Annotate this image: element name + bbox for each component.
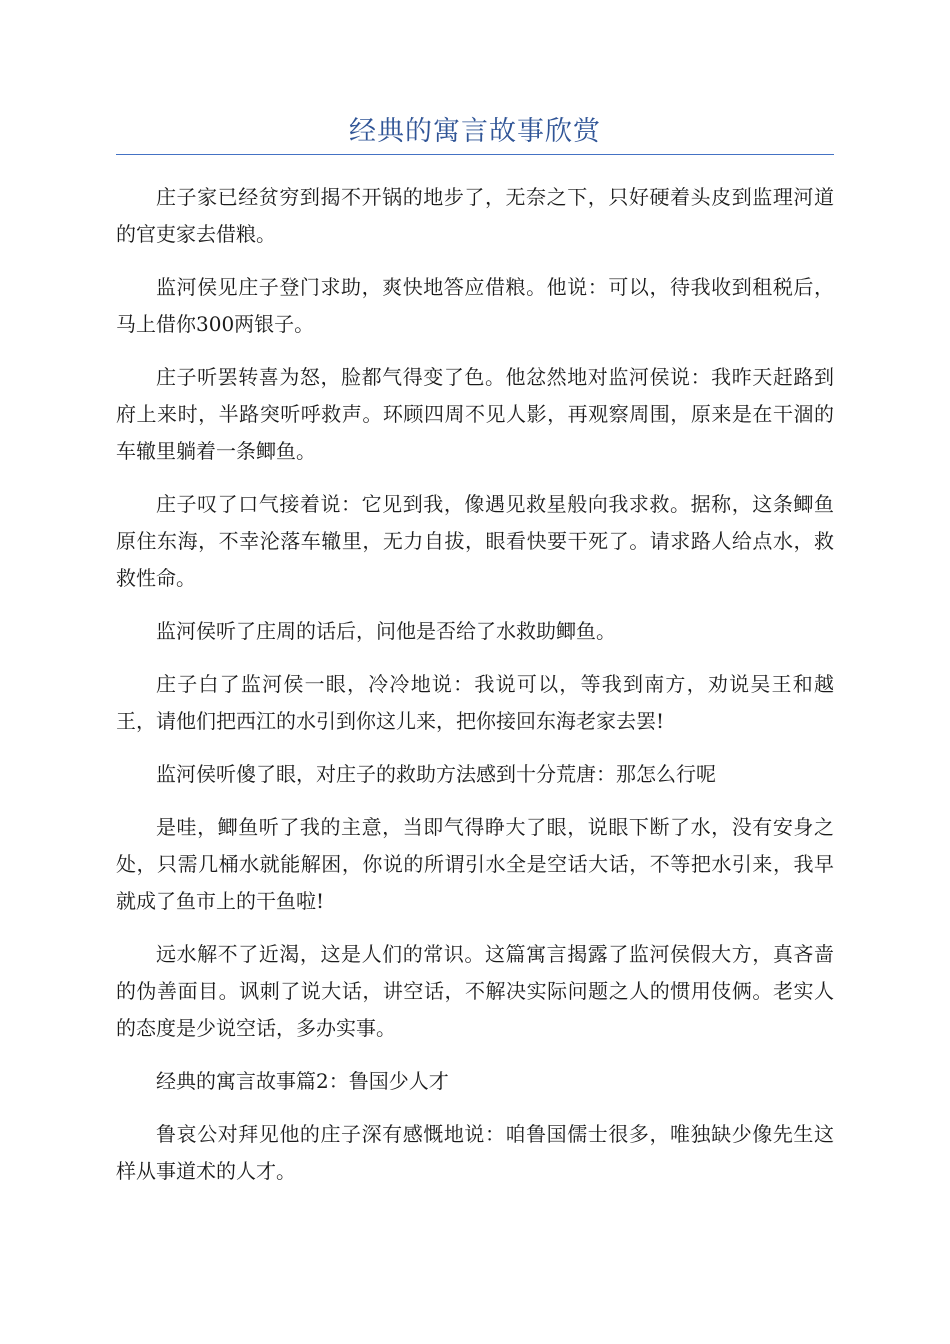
title-underline — [116, 154, 834, 155]
document-body — [116, 179, 834, 1190]
paragraph: 庄子白了监河侯一眼，冷冷地说：我说可以，等我到南方，劝说吴王和越王，请他们把西江的水引到你这儿来，把你接回东海老家去罢! — [116, 672, 834, 733]
paragraph: 监河侯见庄子登门求助，爽快地答应借粮。他说：可以，待我收到租税后，马上借你300两银子。 — [116, 275, 834, 336]
paragraph: 监河侯听了庄周的话后，问他是否给了水救助鲫鱼。 — [156, 619, 616, 643]
document-page — [116, 0, 834, 1206]
paragraph: 监河侯听傻了眼，对庄子的救助方法感到十分荒唐：那怎么行呢 — [156, 762, 716, 786]
paragraph: 庄子听罢转喜为怒，脸都气得变了色。他忿然地对监河侯说：我昨天赶路到府上来时，半路突听呼救声。环顾四周不见人影，再观察周围，原来是在干涸的车辙里躺着一条鲫鱼。 — [116, 365, 834, 463]
document-title: 经典的寓言故事欣赏 — [349, 116, 601, 147]
paragraph: 远水解不了近渴，这是人们的常识。这篇寓言揭露了监河侯假大方，真吝啬的伪善面目。讽刺了说大话，讲空话，不解决实际问题之人的惯用伎俩。老实人的态度是少说空话，多办实事。 — [116, 942, 834, 1040]
section-heading: 经典的寓言故事篇2：鲁国少人才 — [156, 1069, 449, 1093]
paragraph: 庄子家已经贫穷到揭不开锅的地步了，无奈之下，只好硬着头皮到监理河道的官吏家去借粮。 — [116, 185, 834, 246]
paragraph: 鲁哀公对拜见他的庄子深有感慨地说：咱鲁国儒士很多，唯独缺少像先生这样从事道术的人才。 — [116, 1122, 834, 1183]
paragraph: 是哇，鲫鱼听了我的主意，当即气得睁大了眼，说眼下断了水，没有安身之处，只需几桶水就能解困，你说的所谓引水全是空话大话，不等把水引来，我早就成了鱼市上的干鱼啦! — [116, 815, 834, 913]
paragraph: 庄子叹了口气接着说：它见到我，像遇见救星般向我求救。据称，这条鲫鱼原住东海，不幸沦落车辙里，无力自拔，眼看快要干死了。请求路人给点水，救救性命。 — [116, 492, 834, 590]
